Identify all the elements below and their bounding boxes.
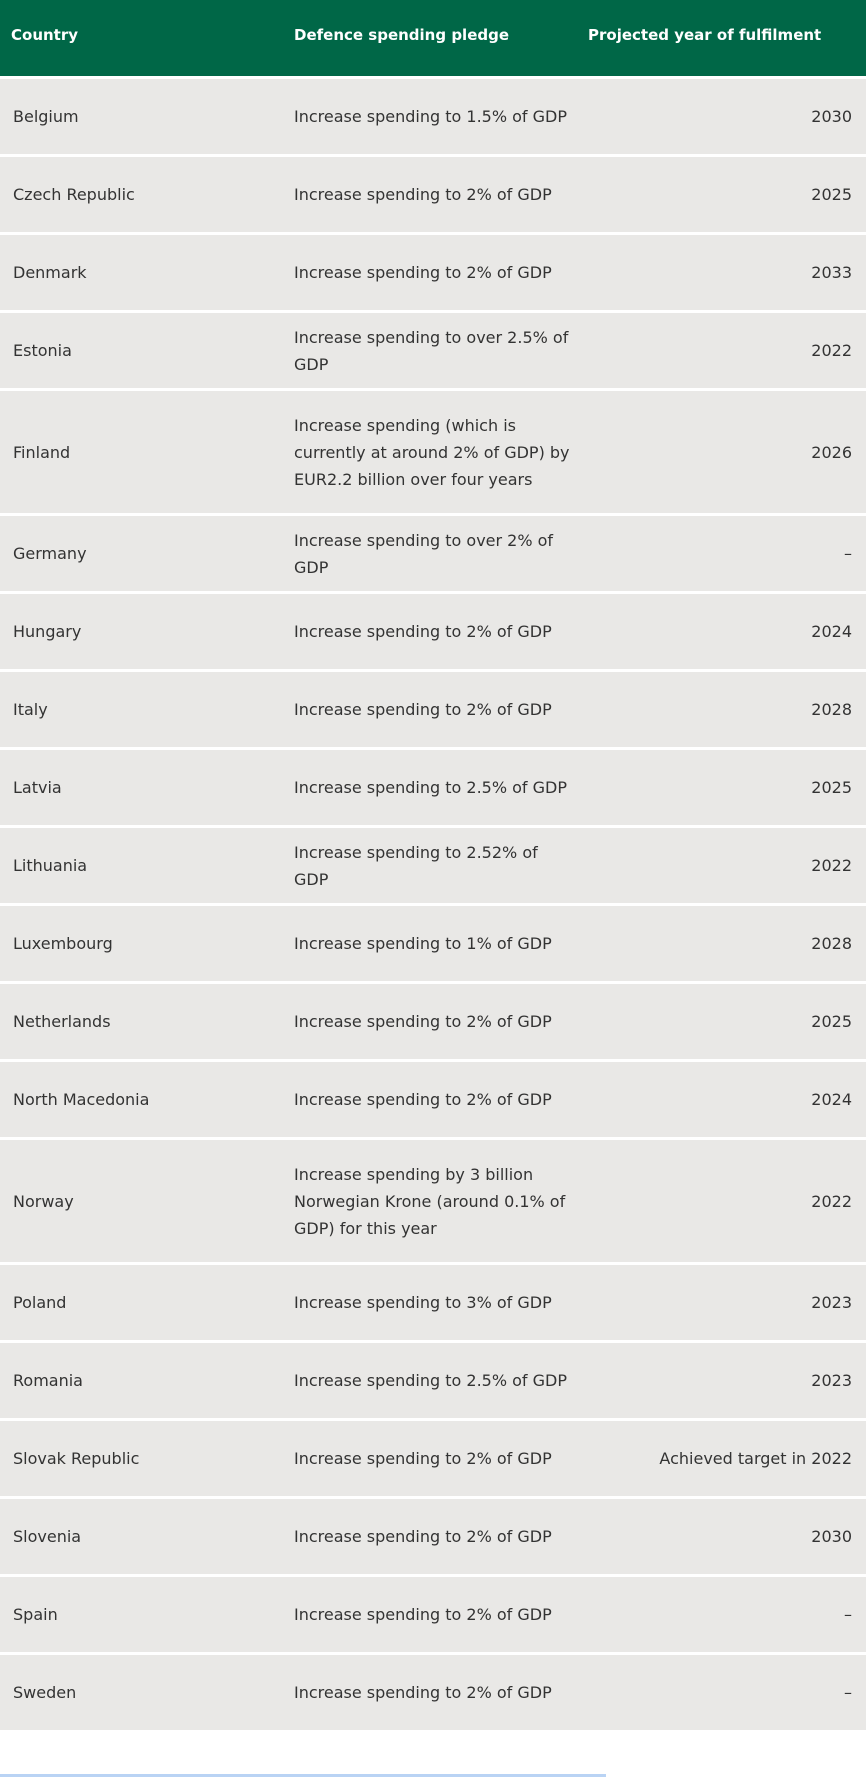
table-row (0, 669, 866, 747)
year-cell: – (844, 1605, 852, 1624)
country-cell: Luxembourg (13, 934, 113, 953)
table-row (0, 1137, 866, 1262)
year-cell: 2022 (811, 1191, 852, 1211)
year-cell: 2022 (811, 856, 852, 875)
year-cell: Achieved target in 2022 (659, 1449, 852, 1468)
country-cell: Netherlands (13, 1012, 111, 1031)
country-cell: Hungary (13, 622, 82, 641)
table-row (0, 1574, 866, 1652)
year-cell: 2030 (811, 1527, 852, 1546)
table-row (0, 232, 866, 310)
country-cell: Latvia (13, 778, 62, 797)
country-cell: Norway (13, 1191, 74, 1211)
pledge-cell: Increase spending to 2.5% of GDP (294, 778, 568, 797)
pledge-cell: Increase spending to 2% of GDP (294, 622, 552, 641)
year-cell: 2023 (811, 1371, 852, 1390)
year-cell: 2022 (811, 341, 852, 360)
country-cell: Poland (13, 1293, 67, 1312)
header-year[interactable]: Projected year of fulfilment (588, 26, 822, 44)
country-cell: Belgium (13, 107, 79, 126)
pledge-cell: Increase spending to 2% of GDP (294, 1012, 552, 1031)
country-cell: North Macedonia (13, 1090, 150, 1109)
table-row (0, 903, 866, 981)
table-row (0, 388, 866, 513)
pledge-cell: Increase spending to 2.5% of GDP (294, 1371, 568, 1390)
header-pledge[interactable]: Defence spending pledge (294, 26, 510, 44)
table-row (0, 310, 866, 388)
table-row (0, 513, 866, 591)
pledge-cell: Increase spending to 2% of GDP (294, 263, 552, 282)
table-row (0, 747, 866, 825)
pledge-cell: Increase spending to 2% of GDP (294, 1683, 552, 1702)
country-cell: Sweden (13, 1683, 77, 1702)
pledge-cell: Increase spending to 2% of GDP (294, 1449, 552, 1468)
pledge-cell: Increase spending by 3 billion Norwegian Krone (around 0.1% of GDP) for this year (294, 1164, 566, 1238)
pledge-cell: Increase spending to 1% of GDP (294, 934, 552, 953)
year-cell: 2024 (811, 622, 852, 641)
pledge-cell: Increase spending (which is currently at around 2% of GDP) by EUR2.2 billion over four years (294, 415, 570, 489)
year-cell: 2025 (811, 778, 852, 797)
year-cell: 2025 (811, 1012, 852, 1031)
pledge-cell: Increase spending to 2% of GDP (294, 700, 552, 719)
year-cell: 2026 (811, 442, 852, 462)
pledge-cell: Increase spending to 3% of GDP (294, 1293, 552, 1312)
pledge-cell: Increase spending to 2% of GDP (294, 1090, 552, 1109)
country-cell: Germany (13, 544, 87, 563)
country-cell: Spain (13, 1605, 58, 1624)
year-cell: 2028 (811, 934, 852, 953)
year-cell: 2025 (811, 185, 852, 204)
country-cell: Lithuania (13, 856, 88, 875)
table-row (0, 1059, 866, 1137)
horizontal-scroll-indicator[interactable] (0, 1774, 606, 1777)
pledge-cell: Increase spending to 2.52% of GDP (294, 842, 538, 889)
table-body (0, 76, 866, 1730)
country-cell: Italy (13, 700, 48, 719)
pledge-cell: Increase spending to over 2.5% of GDP (294, 327, 569, 374)
table-row (0, 76, 866, 154)
table-row (0, 981, 866, 1059)
table-row (0, 154, 866, 232)
pledge-cell: Increase spending to 1.5% of GDP (294, 107, 568, 126)
header-country[interactable]: Country (11, 26, 79, 44)
year-cell: 2033 (811, 263, 852, 282)
table-row (0, 1496, 866, 1574)
country-cell: Denmark (13, 263, 87, 282)
pledge-cell: Increase spending to 2% of GDP (294, 1527, 552, 1546)
year-cell: 2028 (811, 700, 852, 719)
table-row (0, 591, 866, 669)
country-cell: Finland (13, 442, 71, 462)
country-cell: Slovak Republic (13, 1449, 140, 1468)
year-cell: – (844, 544, 852, 563)
pledge-cell: Increase spending to 2% of GDP (294, 1605, 552, 1624)
table-row (0, 1262, 866, 1340)
table-header (0, 0, 866, 76)
year-cell: 2023 (811, 1293, 852, 1312)
country-cell: Romania (13, 1371, 83, 1390)
year-cell: 2030 (811, 107, 852, 126)
pledge-cell: Increase spending to over 2% of GDP (294, 530, 554, 577)
table-row (0, 1652, 866, 1730)
country-cell: Slovenia (13, 1527, 82, 1546)
pledge-cell: Increase spending to 2% of GDP (294, 185, 552, 204)
country-cell: Czech Republic (13, 185, 135, 204)
year-cell: 2024 (811, 1090, 852, 1109)
table-row (0, 1340, 866, 1418)
table-row (0, 825, 866, 903)
year-cell: – (844, 1683, 852, 1702)
country-cell: Estonia (13, 341, 72, 360)
table-row (0, 1418, 866, 1496)
